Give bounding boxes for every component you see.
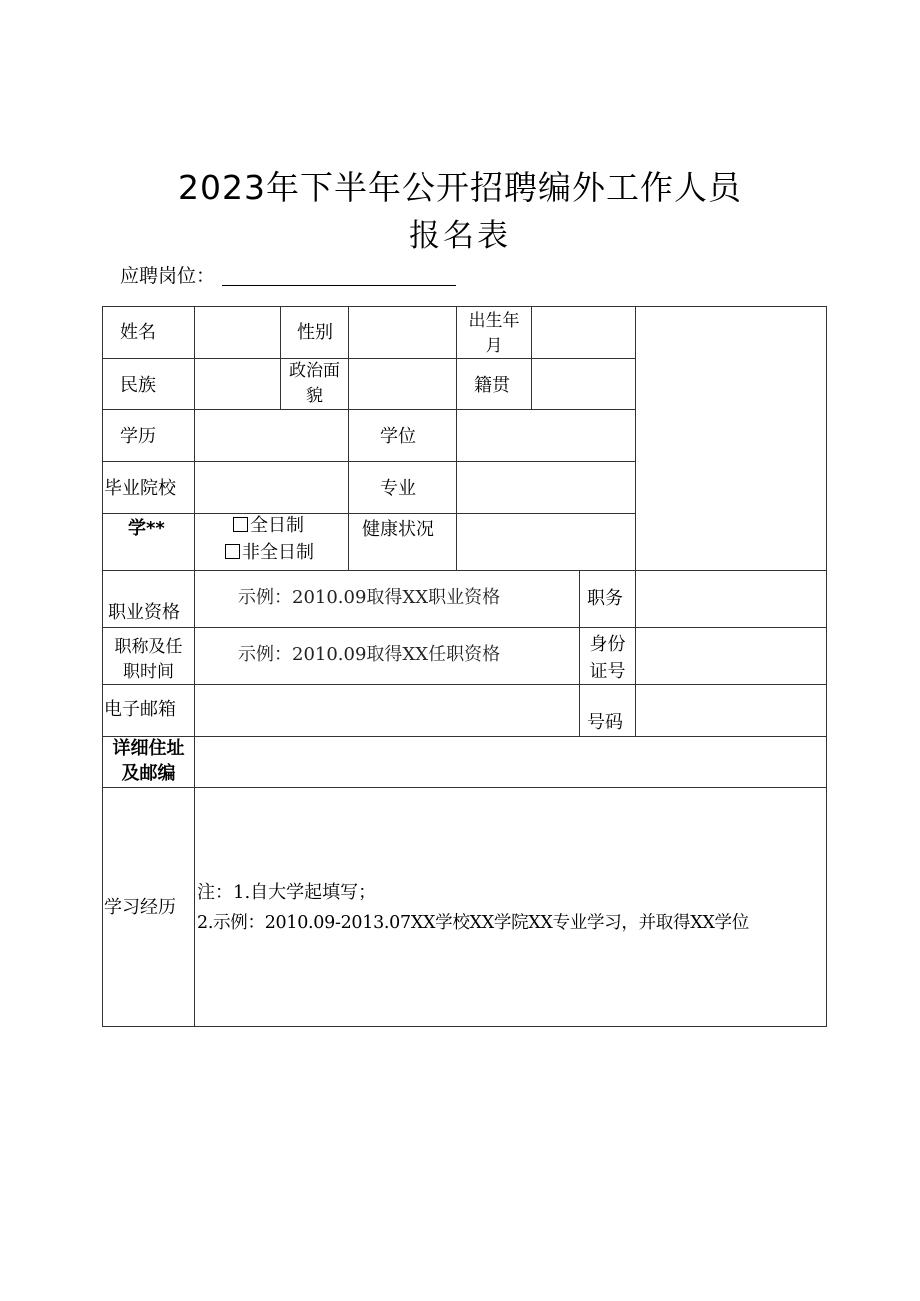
- checkbox-part-time[interactable]: [225, 544, 240, 559]
- label-birth: [458, 309, 530, 359]
- option-full-time[interactable]: [233, 512, 304, 540]
- label-major: 专业: [380, 478, 416, 499]
- native-place-input[interactable]: [532, 359, 635, 409]
- label-address-line1: 详细住址: [112, 738, 185, 759]
- email-input[interactable]: [195, 685, 579, 736]
- education-input[interactable]: [195, 410, 348, 461]
- option-full-time-label: 全日制: [250, 515, 304, 536]
- label-study-mode: 学**: [128, 518, 165, 539]
- label-study-history: 学习经历: [104, 897, 176, 918]
- qualification-example[interactable]: 示例：2010.09取得XX职业资格: [238, 587, 501, 608]
- form-title: 2023年下半年公开招聘编外工作人员: [178, 168, 742, 207]
- position-label: 应聘岗位：: [120, 265, 216, 287]
- ethnicity-input[interactable]: [195, 359, 280, 409]
- option-part-time[interactable]: [225, 539, 314, 567]
- label-gender: 性别: [297, 322, 333, 343]
- label-politics-line1: 政治面: [289, 361, 340, 381]
- address-input[interactable]: [195, 737, 826, 787]
- label-id: [580, 631, 635, 685]
- name-input[interactable]: [195, 307, 280, 358]
- checkbox-full-time[interactable]: [233, 517, 248, 532]
- study-history-input[interactable]: [195, 788, 826, 1026]
- label-native-place: 籍贯: [474, 375, 510, 396]
- table-border-right: [826, 306, 827, 1027]
- birth-input[interactable]: [532, 307, 635, 358]
- phone-input[interactable]: [636, 685, 826, 736]
- label-ethnicity: 民族: [120, 375, 156, 396]
- label-degree: 学位: [380, 426, 416, 447]
- photo-cell[interactable]: [636, 307, 826, 570]
- label-qualification: 职业资格: [108, 602, 180, 623]
- label-name: 姓名: [120, 322, 156, 343]
- option-part-time-label: 非全日制: [242, 542, 314, 563]
- label-politics-line2: 貌: [306, 386, 323, 406]
- form-subtitle: 报名表: [409, 218, 511, 254]
- label-education: 学历: [120, 426, 156, 447]
- major-input[interactable]: [457, 462, 635, 513]
- label-title-line1: 职称及任: [114, 637, 183, 657]
- school-input[interactable]: [195, 462, 348, 513]
- notes-line1: 注：1.自大学起填写；: [197, 882, 377, 903]
- job-input[interactable]: [636, 571, 826, 627]
- label-birth-line2: 月: [485, 336, 503, 356]
- label-email: 电子邮箱: [104, 699, 176, 720]
- label-health: 健康状况: [362, 519, 434, 540]
- title-example[interactable]: 示例：2010.09取得XX任职资格: [238, 644, 501, 665]
- notes-line2: 2.示例：2010.09-2013.07XX学校XX学院XX专业学习，并取得XX学位: [197, 913, 749, 933]
- label-job: 职务: [587, 588, 623, 609]
- politics-input[interactable]: [349, 359, 456, 409]
- health-input[interactable]: [457, 514, 635, 570]
- label-title: [103, 635, 194, 685]
- label-id-line2: 证号: [589, 661, 626, 682]
- label-id-line1: 身份: [589, 634, 626, 655]
- label-address: [103, 736, 194, 786]
- label-politics: [281, 359, 348, 409]
- label-address-line2: 及邮编: [121, 763, 176, 784]
- id-input[interactable]: [636, 628, 826, 684]
- label-school: 毕业院校: [104, 478, 176, 499]
- label-title-line2: 职时间: [123, 662, 174, 682]
- label-birth-line1: 出生年: [468, 311, 520, 331]
- degree-input[interactable]: [457, 410, 635, 461]
- position-input-line[interactable]: [222, 285, 456, 286]
- table-border-bottom: [102, 1026, 827, 1027]
- gender-input[interactable]: [349, 307, 456, 358]
- label-phone: 号码: [587, 712, 623, 733]
